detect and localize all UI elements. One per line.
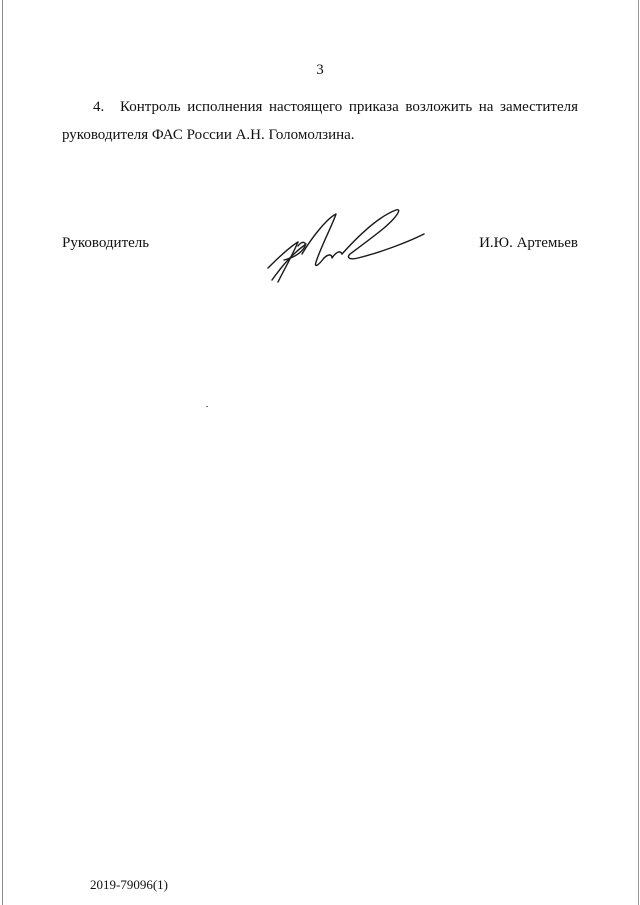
paragraph-text: Контроль исполнения настоящего приказа возложить на заместителя руководителя ФАС России А.Н. Голомолзина.: [62, 99, 578, 143]
scan-artifact: [206, 406, 208, 407]
signatory-name: И.Ю. Артемьев: [479, 235, 578, 251]
paragraph-item-4: [62, 93, 578, 149]
handwritten-signature-icon: [262, 204, 432, 288]
signatory-role: Руководитель: [62, 235, 150, 251]
page-number: 3: [316, 62, 324, 78]
document-registration-number: 2019-79096(1): [90, 877, 168, 892]
page-edge-left: [2, 0, 3, 905]
paragraph-number: 4.: [93, 99, 105, 115]
page-edge-right: [638, 0, 639, 905]
